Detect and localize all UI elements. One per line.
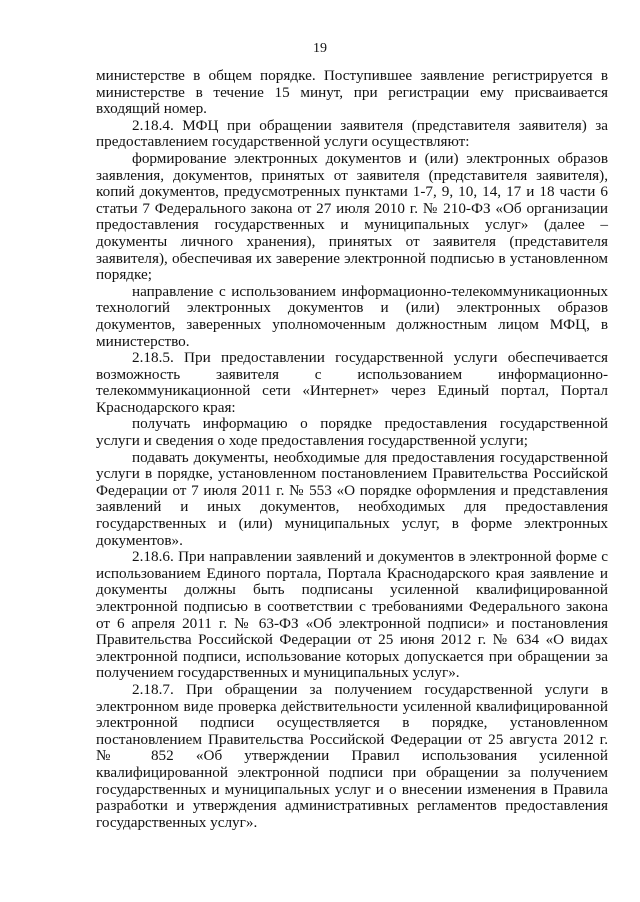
paragraph: 2.18.7. При обращении за получением государственной услуги в электронном виде проверка действительности усиленной квалифицированной электронной подписи осуществляется в порядке, установленном постановлением Правительства Российской Федерации от 25 августа 2012 г. № 852 «Об утверждении Правил использования усиленной квалифицированной электронной подписи при обращении за получением государственных и муниципальных услуг и о внесении изменения в Правила разработки и утверждения административных регламентов предоставления государственных услуг».	[96, 680, 608, 831]
paragraph: 2.18.5. При предоставлении государственной услуги обеспечивается возможность заявителя с использованием информационно-телекоммуникационной сети «Интернет» через Единый портал, Портал Краснодарского края:	[96, 349, 608, 416]
paragraph: направление с использованием информационно-телекоммуникационных технологий электронных документов и (или) электронных образов документов, заверенных уполномоченным должностным лицом МФЦ, в министерство.	[96, 282, 608, 350]
page-body	[96, 68, 608, 831]
paragraph: получать информацию о порядке предоставления государственной услуги и сведения о ходе предоставления государственной услуги;	[96, 415, 608, 450]
page-number: 19	[313, 41, 327, 56]
paragraph: 2.18.6. При направлении заявлений и документов в электронной форме с использованием Единого портала, Портала Краснодарского края заявление и документы должны быть подписаны усиленной квалифицированной электронной подписью в соответствии с требованиями Федерального закона от 6 апреля 2011 г. № 63-ФЗ «Об электронной подписи» и постановления Правительства Российской Федерации от 25 июня 2012 г. № 634 «О видах электронной подписи, использование которых допускается при обращении за получением государственных и муниципальных услуг».	[96, 548, 608, 682]
paragraph: министерстве в общем порядке. Поступившее заявление регистрируется в министерстве в течение 15 минут, при регистрации ему присваивается входящий номер.	[96, 67, 608, 118]
paragraph: формирование электронных документов и (или) электронных образов заявления, документов, принятых от заявителя (представителя заявителя), копий документов, предусмотренных пунктами 1-7, 9, 10, 14, 17 и 18 части 6 статьи 7 Федерального закона от 27 июля 2010 г. № 210-ФЗ «Об организации предоставления государственных и муниципальных услуг» (далее – документы личного хранения), принятых от заявителя (представителя заявителя), обеспечивая их заверение электронной подписью в установленном порядке;	[96, 149, 608, 284]
paragraph: подавать документы, необходимые для предоставления государственной услуги в порядке, установленном постановлением Правительства Российской Федерации от 7 июля 2011 г. № 553 «О порядке оформления и представления заявлений и иных документов, необходимых для предоставления государственных и (или) муниципальных услуг, в форме электронных документов».	[96, 448, 608, 549]
paragraph: 2.18.4. МФЦ при обращении заявителя (представителя заявителя) за предоставлением государственной услуги осуществляют:	[96, 116, 608, 151]
